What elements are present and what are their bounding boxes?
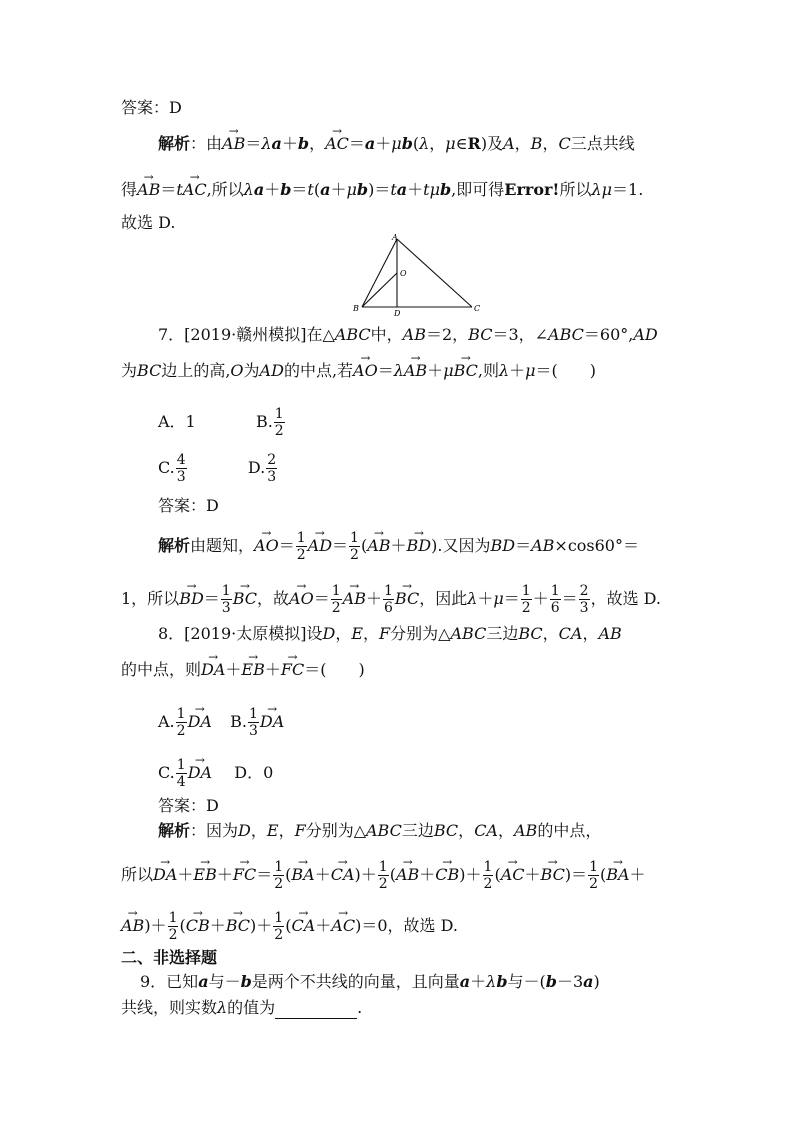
- analysis-q7-line1: 解析由题知，→ AO＝ $\frac{1}{2}$ → AD＝ $\frac{1}{2}$ (→ AB＋→ BD).又因为BD＝AB×cos60°＝: [158, 530, 639, 563]
- analysis-q8-line2: 所以→ DA＋→ EB＋→ FC＝ $\frac{1}{2}$ (→ BA＋→ CA)＋ $\frac{1}{2}$ (→ AB＋→ CB)＋ $\frac{1}{2}$ (→ AC＋→ BC)＝ $\frac{1}{2}$ (→ BA＋: [121, 859, 646, 892]
- analysis-q6-line2: 得→ AB＝t→ AC,所以λa＋b＝t(a＋μb)＝ta＋tμb,即可得Error!所以λμ＝1.: [121, 177, 643, 201]
- q8-stem-line2: 的中点，则→ DA＋→ EB＋→ FC＝( ): [121, 657, 365, 681]
- q7-options-row2: [158, 452, 278, 485]
- answer-q8: 答案：D: [158, 796, 219, 815]
- q7-stem-line1: 7．[2019·赣州模拟]在△ABC中，AB＝2，BC＝3，∠ABC＝60°,AD: [158, 325, 658, 344]
- q7-option-b: B. $\frac{1}{2}$: [255, 406, 284, 439]
- label-D: D: [394, 309, 401, 316]
- section-heading: 二、非选择题: [121, 948, 218, 967]
- q8-option-a: A. $\frac{1}{2}$ → DA: [158, 712, 212, 731]
- q8-stem-line1: 8．[2019·太原模拟]设D，E，F分别为△ABC三边BC，CA，AB: [158, 624, 622, 643]
- label-O: O: [400, 269, 407, 278]
- answer-q6: 答案：D: [121, 98, 182, 117]
- q8-options-row2: [158, 757, 273, 790]
- q8-options-row1: [158, 706, 284, 739]
- analysis-q8-line3: → AB)＋ $\frac{1}{2}$ (→ CB＋→ BC)＋ $\frac{1}{2}$ (→ CA＋→ AC)＝0，故选 D.: [121, 910, 458, 943]
- q8-option-b: B. $\frac{1}{3}$ → DA: [230, 712, 284, 731]
- q9-stem-line1: 9．已知a与－b是两个不共线的向量，且向量a＋λb与－(b－3a): [140, 972, 600, 991]
- q8-option-d: D．0: [234, 763, 274, 782]
- q7-option-a: A．1: [158, 412, 196, 431]
- q7-option-c: C. $\frac{4}{3}$: [158, 452, 186, 485]
- triangle-figure: [350, 234, 490, 316]
- analysis-q7-line2: 1，所以→ BD＝ $\frac{1}{3}$ → BC，故→ AO＝ $\frac{1}{2}$ → AB＋ $\frac{1}{6}$ → BC，因此λ＋μ＝ $\frac{1}{2}$ ＋ $\frac{1}{6}$ ＝ $\frac{2}{3}$ ，故选 D.: [121, 583, 661, 616]
- analysis-q6-line1: 解析：由→ AB＝λa＋b，→ AC＝a＋μb(λ，μ∈R)及A，B，C三点共线: [158, 131, 635, 155]
- analysis-label: 解析: [158, 134, 191, 153]
- label-B: B: [353, 304, 359, 313]
- label-A: A: [392, 234, 398, 242]
- q9-stem-line2: 共线，则实数λ的值为 .: [121, 998, 363, 1017]
- q7-option-d: D. $\frac{2}{3}$: [247, 452, 277, 485]
- analysis-q8-line1: 解析：因为D，E，F分别为△ABC三边BC，CA，AB的中点，: [158, 821, 602, 840]
- answer-q7: 答案：D: [158, 496, 219, 515]
- label-C: C: [474, 304, 481, 313]
- answer-blank[interactable]: [275, 1002, 357, 1019]
- q8-option-c: C. $\frac{1}{4}$ → DA: [158, 763, 212, 782]
- q7-stem-line2: 为BC边上的高,O为AD的中点,若→ AO＝λ→ AB＋μ→ BC,则λ＋μ＝( ): [121, 358, 596, 382]
- q7-options-row1: [158, 406, 286, 439]
- analysis-q6-line3: 故选 D.: [121, 213, 176, 232]
